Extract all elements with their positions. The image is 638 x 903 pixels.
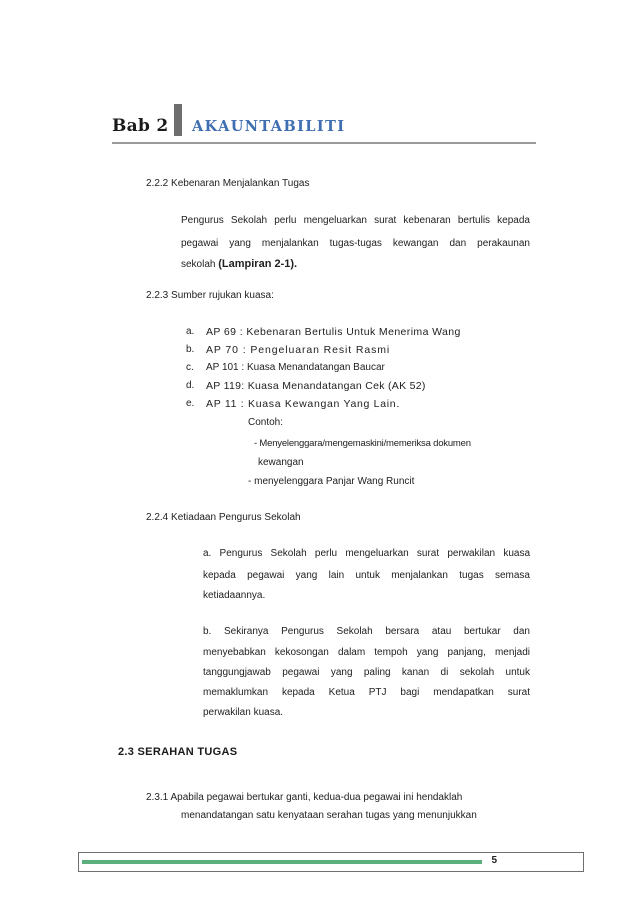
list-item-text: AP 101 : Kuasa Menandatangan Baucar — [206, 362, 385, 373]
header-rule — [112, 142, 536, 144]
s224-a-line-1: a. Pengurus Sekolah perlu mengeluarkan surat perwakilan kuasa — [203, 548, 530, 559]
section-2-3-heading: 2.3 SERAHAN TUGAS — [118, 746, 238, 758]
contoh-item-1: - Menyelenggara/mengemaskini/memeriksa dokumen — [254, 438, 471, 449]
s222-line-3-text: sekolah — [181, 259, 219, 270]
list-item-text: AP 119: Kuasa Menandatangan Cek (AK 52) — [206, 380, 426, 392]
section-2-2-2-heading: 2.2.2 Kebenaran Menjalankan Tugas — [146, 178, 310, 189]
s222-line-1: Pengurus Sekolah perlu mengeluarkan surat kebenaran bertulis kepada — [181, 215, 530, 226]
footer-accent-bar — [82, 860, 482, 864]
list-item-letter: e. — [186, 398, 195, 409]
s224-b-line-3: tanggungjawab pegawai yang paling kanan di sekolah untuk — [203, 667, 530, 678]
list-item-letter: c. — [186, 362, 194, 373]
s222-line-2: pegawai yang menjalankan tugas-tugas kewangan dan perakaunan — [181, 238, 530, 249]
section-2-2-4-heading: 2.2.4 Ketiadaan Pengurus Sekolah — [146, 512, 301, 523]
list-item-letter: d. — [186, 380, 195, 391]
s224-b-line-2: menyebabkan kekosongan dalam tempoh yang panjang, menjadi — [203, 647, 530, 658]
s224-a-line-3: ketiadaannya. — [203, 590, 266, 601]
chapter-number: Bab 2 — [112, 116, 169, 136]
contoh-item-2: - menyelenggara Panjar Wang Runcit — [248, 476, 415, 487]
page-footer — [78, 852, 584, 872]
list-item-text: AP 70 : Pengeluaran Resit Rasmi — [206, 344, 391, 356]
s224-b-line-5: perwakilan kuasa. — [203, 707, 284, 718]
s231-line-2: menandatangan satu kenyataan serahan tugas yang menunjukkan — [181, 810, 477, 821]
list-item-letter: a. — [186, 326, 195, 337]
chapter-title: AKAUNTABILITI — [192, 118, 346, 135]
list-item-text: AP 69 : Kebenaran Bertulis Untuk Menerima Wang — [206, 326, 461, 338]
lampiran-reference: (Lampiran 2-1). — [218, 258, 298, 270]
s231-line-1: 2.3.1 Apabila pegawai bertukar ganti, kedua-dua pegawai ini hendaklah — [146, 792, 463, 803]
list-item-letter: b. — [186, 344, 195, 355]
page-number: 5 — [491, 855, 497, 866]
contoh-label: Contoh: — [248, 417, 284, 428]
s224-a-line-2: kepada pegawai yang lain untuk menjalankan tugas semasa — [203, 570, 530, 581]
s222-line-3 — [181, 258, 297, 271]
s224-b-line-1: b. Sekiranya Pengurus Sekolah bersara atau bertukar dan — [203, 626, 530, 637]
section-2-2-3-heading: 2.2.3 Sumber rujukan kuasa: — [146, 290, 274, 301]
contoh-item-1-cont: kewangan — [258, 457, 304, 468]
chapter-divider-bar — [174, 104, 182, 136]
s224-b-line-4: memaklumkan kepada Ketua PTJ bagi mendapatkan surat — [203, 687, 530, 698]
list-item-text: AP 11 : Kuasa Kewangan Yang Lain. — [206, 398, 400, 410]
